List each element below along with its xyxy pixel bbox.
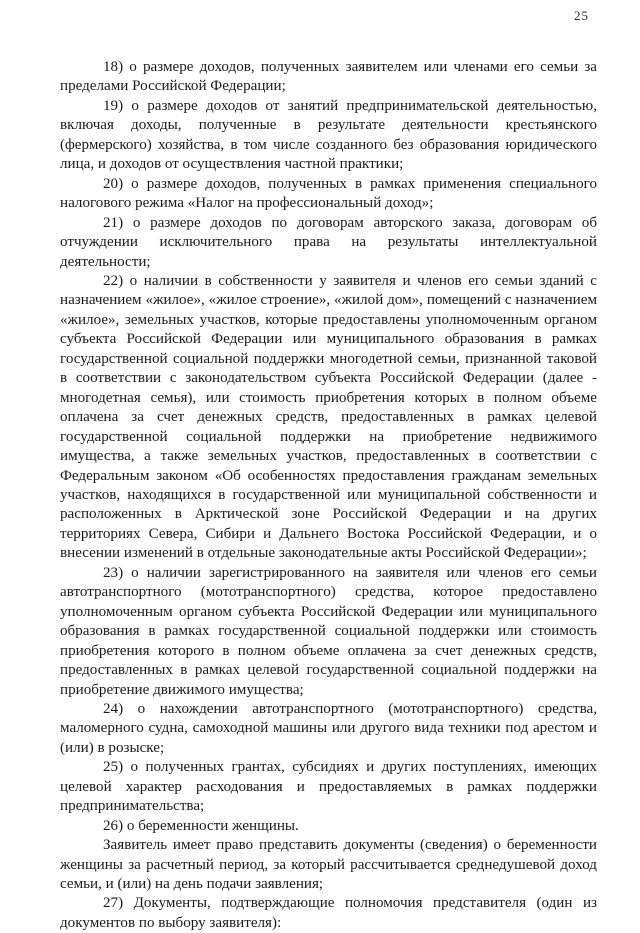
paragraph-item-25: 25) о полученных грантах, субсидиях и других поступлениях, имеющих целевой характер расходования и предоставляемых в рамках поддержки предпринимательства;: [60, 759, 597, 815]
page-number: 25: [574, 8, 589, 23]
paragraph-item-24: 24) о нахождении автотранспортного (мототранспортного) средства, маломерного судна, самоходной машины или другого вида техники под арестом и (или) в розыске;: [60, 700, 597, 756]
paragraph-item-26: 26) о беременности женщины.: [103, 817, 299, 834]
paragraph-item-18: 18) о размере доходов, полученных заявителем или членами его семьи за пределами Российской Федерации;: [60, 59, 597, 95]
document-body: [60, 58, 597, 933]
paragraph-item-23: 23) о наличии зарегистрированного на заявителя или членов его семьи автотранспортного (мототранспортного) средства, которое предоставлено уполномоченным органом субъекта Российской Федерации или муниципального образования в рамках государственной социальной поддержки или стоимость приобретения которого в полном объеме оплачена за счет денежных средств, предоставленных в рамках целевой государственной социальной поддержки на приобретение движимого имущества;: [60, 564, 597, 698]
paragraph-item-20: 20) о размере доходов, полученных в рамках применения специального налогового режима «Налог на профессиональный доход»;: [60, 175, 597, 212]
paragraph-item-27: 27) Документы, подтверждающие полномочия представителя (один из документов по выбору заявителя):: [60, 895, 597, 931]
paragraph-note-pregnancy: Заявитель имеет право представить документы (сведения) о беременности женщины за расчетный период, за который рассчитывается среднедушевой доход семьи, и (или) на день подачи заявления;: [60, 837, 597, 893]
paragraph-item-19: 19) о размере доходов от занятий предпринимательской деятельностью, включая доходы, полученные в результате деятельности крестьянского (фермерского) хозяйства, в том числе созданного без образования юридического лица, и доходов от осуществления частной практики;: [60, 97, 597, 173]
paragraph-item-21: 21) о размере доходов по договорам авторского заказа, договорам об отчуждении исключительного права на результаты интеллектуальной деятельности;: [60, 214, 597, 270]
paragraph-item-22: 22) о наличии в собственности у заявителя и членов его семьи зданий с назначением «жилое», «жилое строение», «жилой дом», помещений с назначением «жилое», земельных участков, которые предоставлены уполномоченным органом субъекта Российской Федерации или муниципального образования в рамках государственной социальной поддержки многодетной семьи, признанной таковой в соответствии с законодательством субъекта Российской Федерации (далее - многодетная семья), или стоимость приобретения которых в полном объеме оплачена за счет денежных средств, предоставленных в рамках целевой государственной социальной поддержки на приобретение недвижимого имущества, а также земельных участков, предоставленных в соответствии с Федеральным законом «Об особенностях предоставления гражданам земельных участков, находящихся в государственной или муниципальной собственности и расположенных в Арктической зоне Российской Федерации и на других территориях Севера, Сибири и Дальнего Востока Российской Федерации, и о внесении изменений в отдельные законодательные акты Российской Федерации»;: [60, 272, 597, 562]
